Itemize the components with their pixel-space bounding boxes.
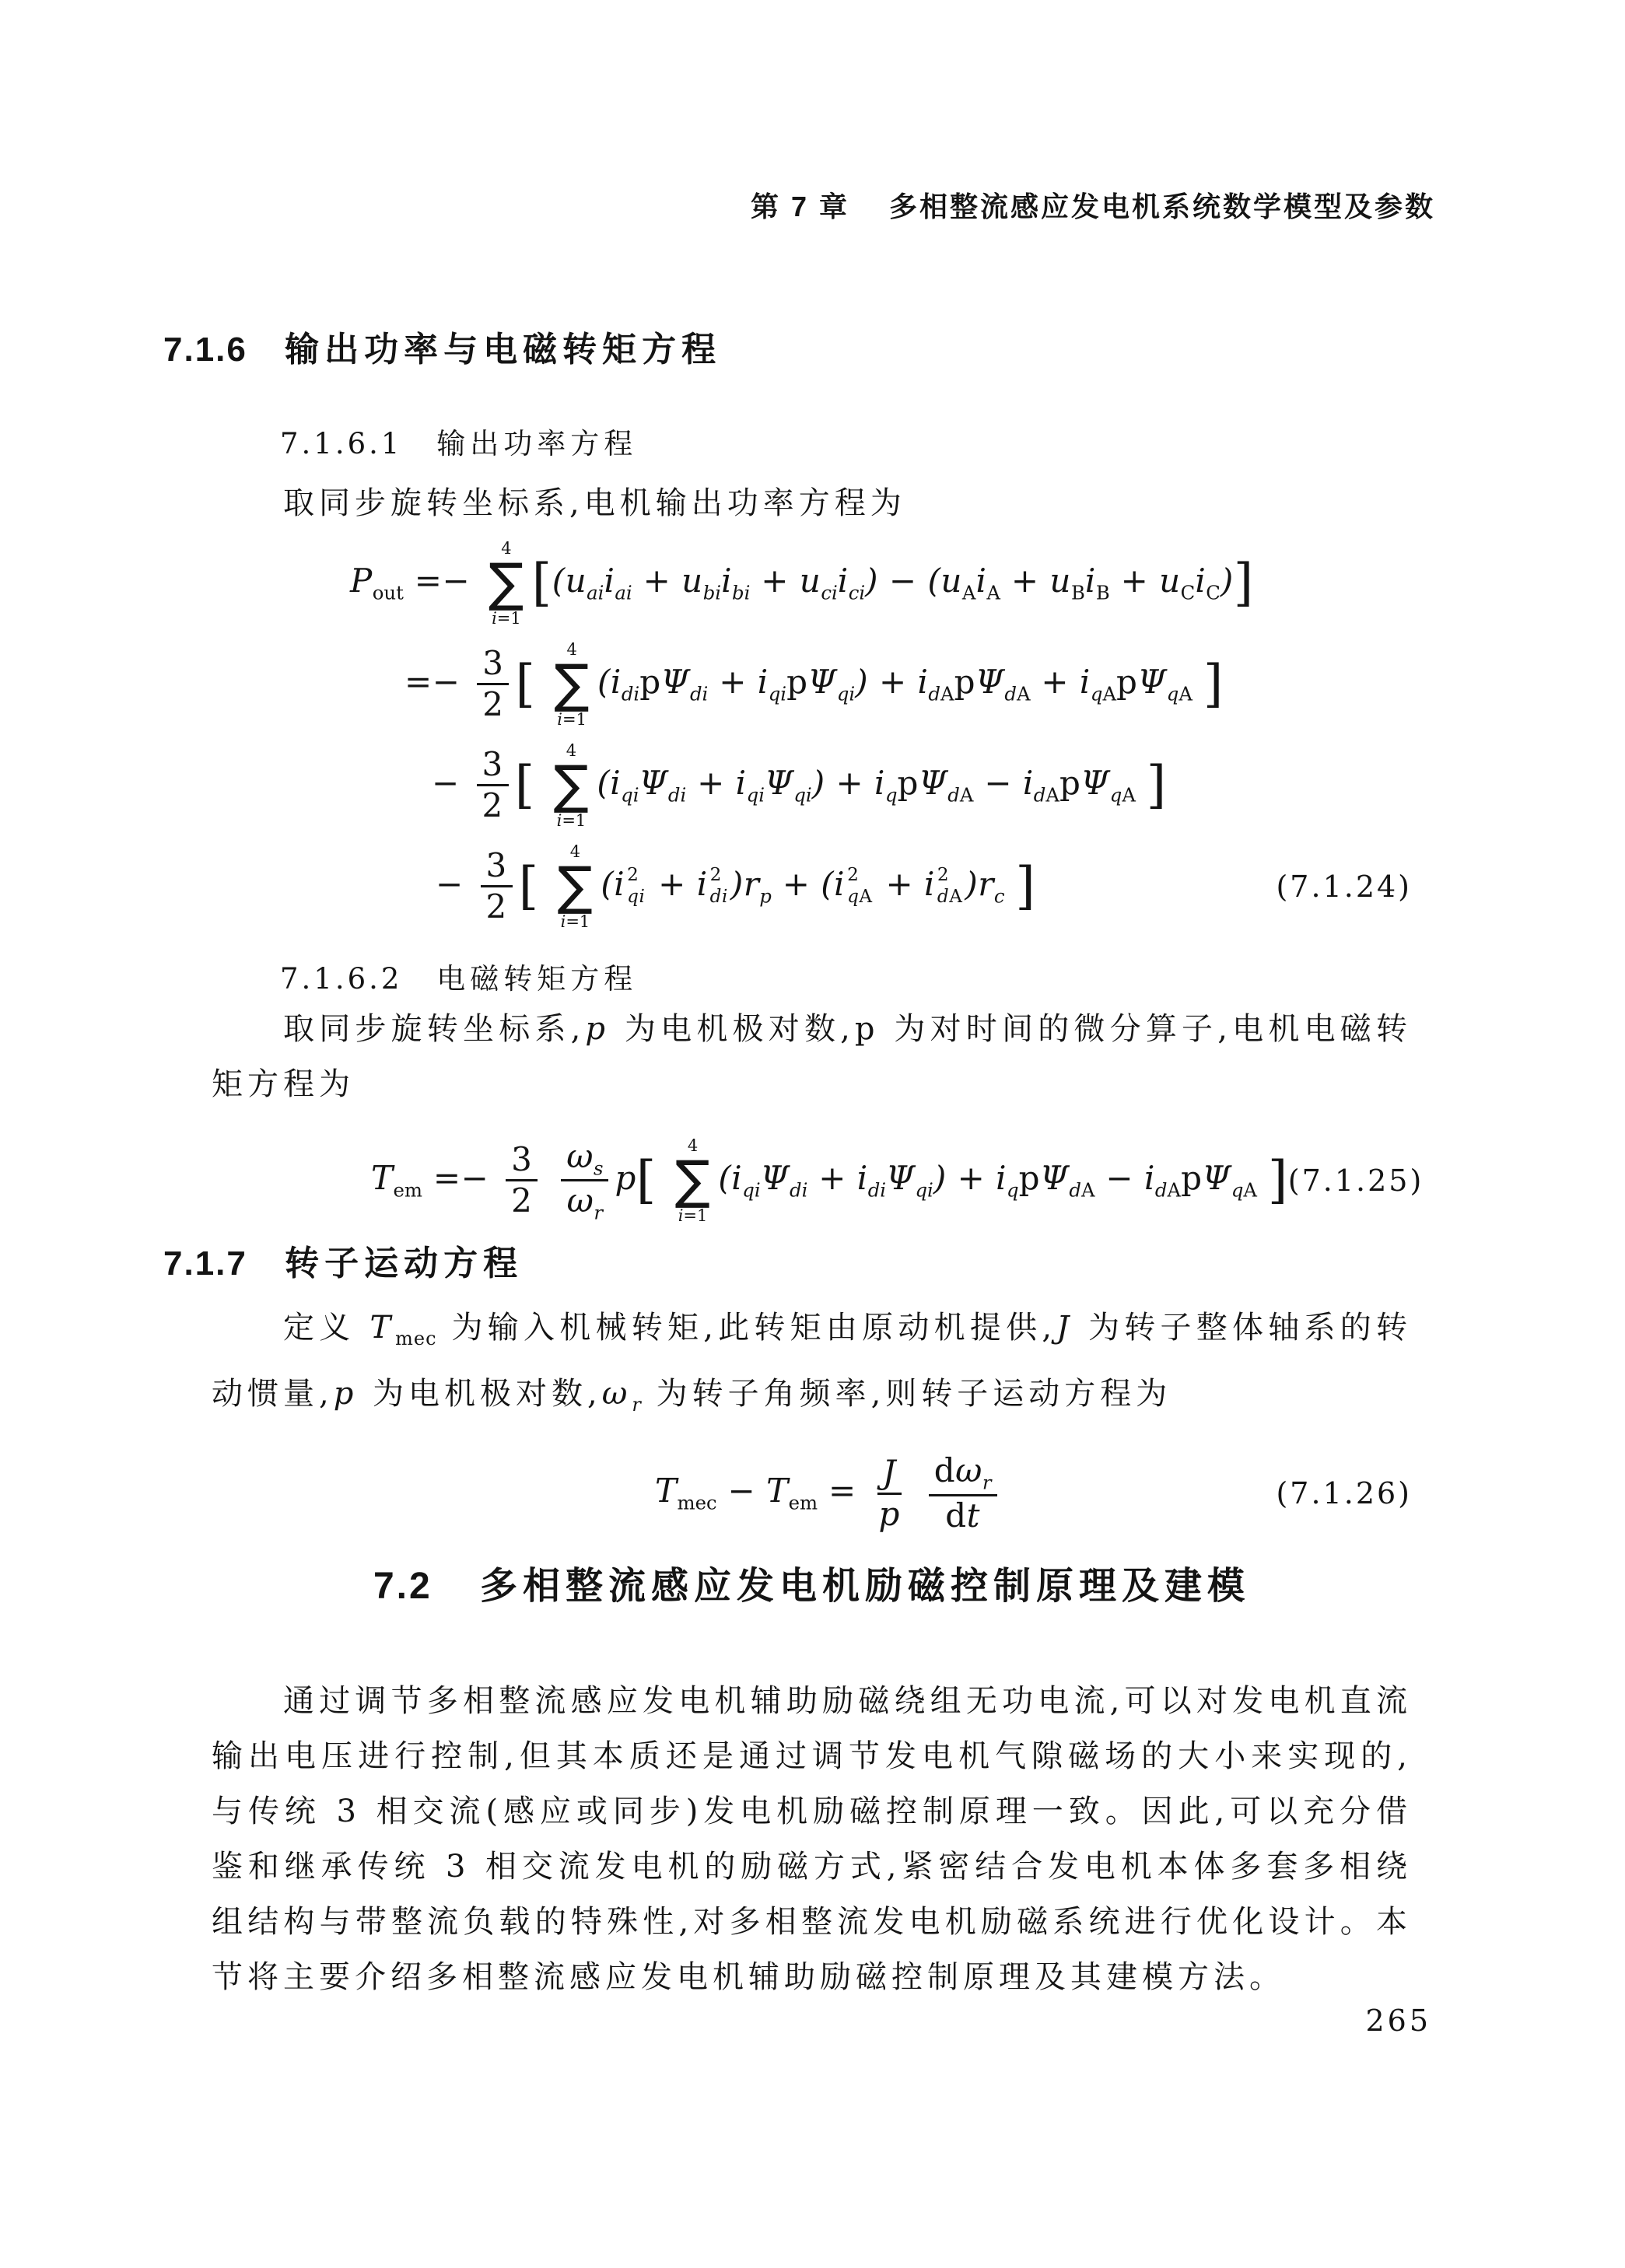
equation-7-1-26: [212, 1435, 1412, 1552]
paragraph-torque-intro: 取同步旋转坐标系,p 为电机极对数,p 为对时间的微分算子,电机电磁转矩方程为: [212, 1011, 1412, 1102]
equation-7-1-25: [212, 1118, 1424, 1243]
heading-7-1-6-1: [280, 420, 637, 462]
page-number: 265: [1365, 2004, 1431, 2038]
equation-line: [212, 1435, 1412, 1552]
equation-line: [212, 735, 1412, 836]
heading-7-1-7: [163, 1235, 523, 1285]
equation-math: $T_{mec} - T_{em}$ = $\frac{J}{p}$ $\frac{d\omega_r}{dt}$: [655, 1451, 1003, 1535]
subsection-number: 7.1.6.2: [280, 962, 403, 996]
subsection-title: 输出功率方程: [436, 427, 638, 460]
equation-number: (7.1.26): [1276, 1476, 1412, 1510]
paragraph-rotor-intro: 定义 $T_{mec}$ 为输入机械转矩,此转矩由原动机提供,J 为转子整体轴系的转动惯量,p 为电机极对数$,\omega_r$ 为转子角频率,则转子运动方程为: [212, 1310, 1413, 1416]
equation-math: − $\frac{3}{2}$ [ 4 ∑ i=1 $(i_{qi}\Psi_{di} + i_{qi}\Psi_{qi}) + i_qp\Psi_{dA} - i_{dA}p\Psi_{qA}$ ]: [432, 740, 1167, 830]
equation-math: − $\frac{3}{2}$ [ 4 ∑ i=1 (i 2 qi + i 2 di )$r_p + (i$ 2 qA + i 2 dA )$r_c$ ]: [436, 842, 1036, 931]
heading-7-1-6: [163, 321, 721, 371]
section-title: 输出功率与电磁转矩方程: [285, 331, 722, 369]
equation-number: (7.1.24): [1276, 870, 1412, 904]
section-number: 7.1.7: [163, 1244, 247, 1283]
equation-math: $P_{out}$ =− 4 ∑ i=1 $[(u_{ai}i_{ai} + u_{bi}i_{bi} + u_{ci}i_{ci}) - (u_Ai_A + u_Bi_B + u_Ci_C)]$: [350, 538, 1254, 628]
equation-math: =− $\frac{3}{2}$ [ 4 ∑ i=1 $(i_{di}p\Psi_{di} + i_{qi}p\Psi_{qi}) + i_{dA}p\Psi_{dA} + i_{qA}p\Psi_{qA}$ ]: [404, 639, 1224, 729]
equation-7-1-24: [212, 533, 1412, 937]
section-title: 转子运动方程: [285, 1244, 524, 1283]
paragraph-excitation-intro: 通过调节多相整流感应发电机辅助励磁绕组无功电流,可以对发电机直流输出电压进行控制,但其本质还是通过调节发电机气隙磁场的大小来实现的,与传统 3 相交流(感应或同步)发电机励磁控制原理一致。因此,可以充分借鉴和继承传统 3 相交流发电机的励磁方式,紧密结合发电机本体多套多相绕组结构与带整流负载的特殊性,对多相整流发电机励磁系统进行优化设计。本节将主要介绍多相整流感应发电机辅助励磁控制原理及其建模方法。: [212, 1683, 1412, 1995]
paragraph-power-intro: 取同步旋转坐标系,电机输出功率方程为: [283, 485, 906, 521]
section-title: 多相整流感应发电机励磁控制原理及建模: [480, 1566, 1251, 1607]
equation-number: (7.1.25): [1287, 1164, 1424, 1198]
heading-7-1-6-2: [280, 955, 637, 997]
equation-line: [212, 634, 1412, 735]
chapter-number: 第 7 章: [750, 191, 849, 222]
equation-line: [212, 533, 1412, 634]
equation-line: [212, 1118, 1424, 1243]
heading-7-2: [212, 1556, 1412, 1609]
subsection-title: 电磁转矩方程: [436, 962, 638, 996]
page-content: [163, 0, 1435, 2268]
chapter-title: 多相整流感应发电机系统数学模型及参数: [888, 191, 1435, 222]
section-number: 7.2: [373, 1566, 433, 1607]
subsection-number: 7.1.6.1: [280, 427, 403, 460]
equation-math: $T_{em}$ =− $\frac{3}{2}$ $\frac{\omega_s}{\omega_r}$ p[ 4 ∑ i=1 $(i_{qi}\Psi_{di} + i_{di}\Psi_{qi}) + i_qp\Psi_{dA} - i_{dA}p\Psi_{qA}$ ]: [371, 1136, 1288, 1225]
running-header: [751, 185, 1435, 225]
equation-line: [212, 836, 1412, 937]
section-number: 7.1.6: [163, 331, 247, 369]
